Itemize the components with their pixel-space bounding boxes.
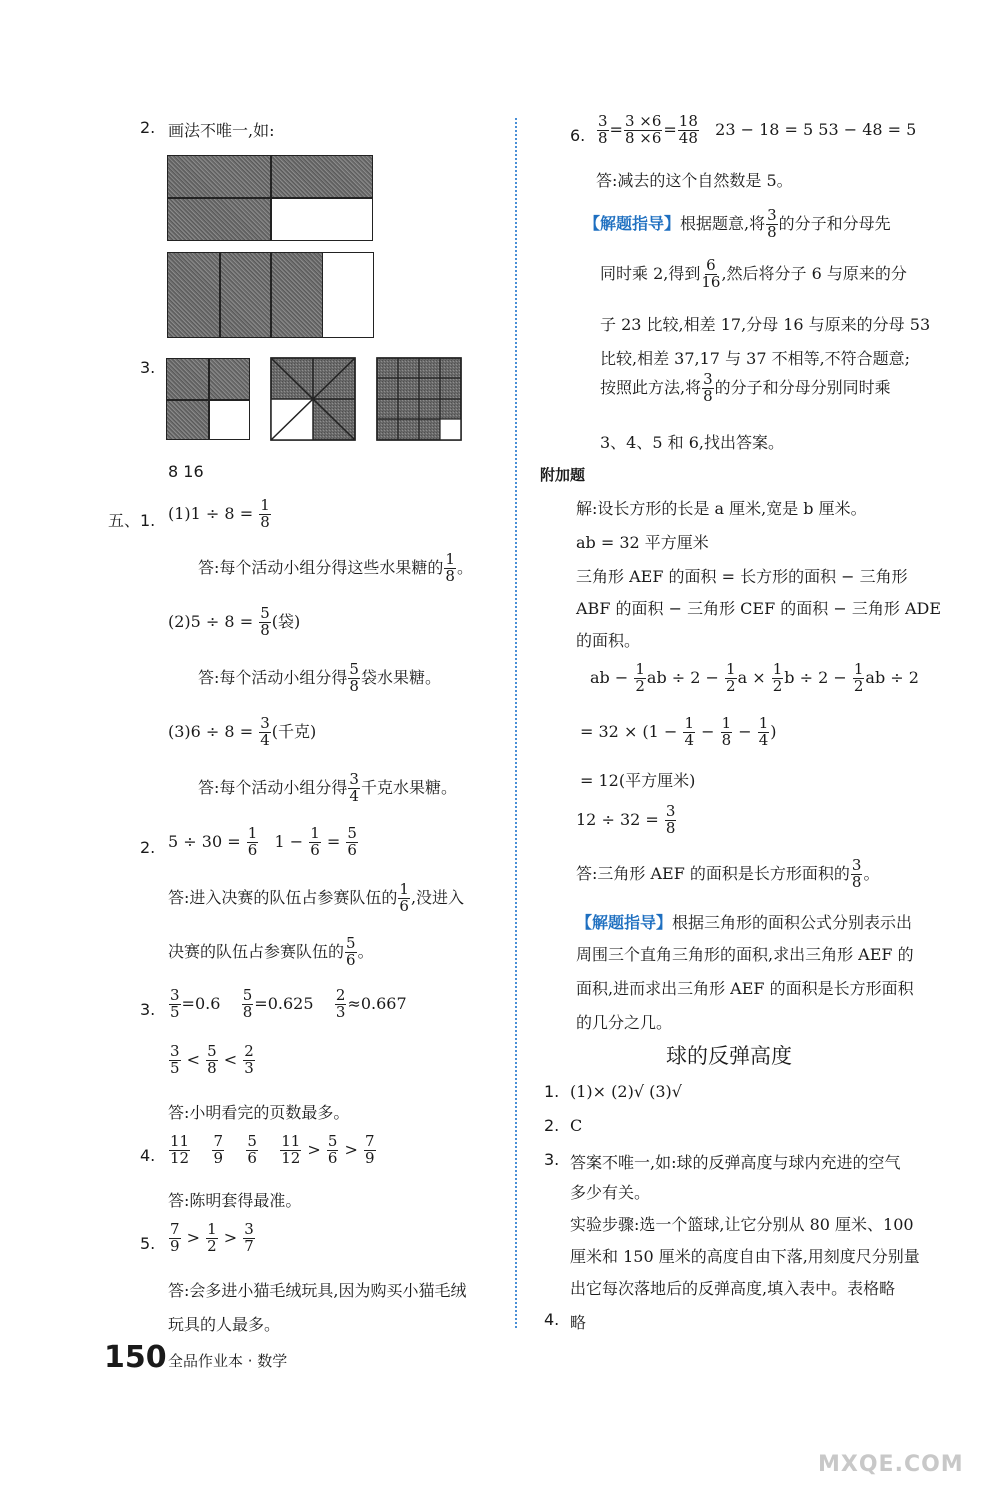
q55-expr: $\frac{7}{9}$ > $\frac{1}{2}$ > $\frac{3}{7}$	[170, 1220, 254, 1255]
q55-label: 5.	[140, 1234, 156, 1253]
extra-line-5: 的面积。	[576, 631, 641, 650]
book-title: 全品作业本 · 数学	[168, 1352, 288, 1370]
tip-2-line-4: 的几分之几。	[576, 1013, 673, 1032]
figure-square-4x4	[376, 357, 462, 441]
b3-line-4: 厘米和 150 厘米的高度自由下落,用刻度尺分别量	[570, 1247, 920, 1266]
s5-1-1-answer: 答:每个活动小组分得这些水果糖的 $\frac{1}{8}$ 。	[198, 550, 473, 585]
q2-label: 2.	[140, 118, 156, 137]
q55-answer-2: 玩具的人最多。	[168, 1315, 281, 1334]
b4-text: 略	[570, 1313, 587, 1332]
extra-title: 附加题	[540, 466, 586, 484]
q53-label: 3.	[140, 1000, 156, 1019]
q2-text: 画法不唯一,如:	[168, 121, 275, 140]
extra-result: = 12(平方厘米)	[580, 771, 696, 790]
q52-expr: 5 ÷ 30 = $\frac{1}{6}$ 1 − $\frac{1}{6}$ = $\frac{5}{6}$	[168, 824, 357, 859]
tip-2-line-2: 周围三个直角三角形的面积,求出三角形 AEF 的	[576, 945, 914, 964]
extra-line-2: ab = 32 平方厘米	[576, 533, 709, 552]
extra-answer: 答:三角形 AEF 的面积是长方形面积的 $\frac{3}{8}$ 。	[576, 856, 880, 891]
q53-answer: 答:小明看完的页数最多。	[168, 1103, 350, 1122]
extra-line-4: ABF 的面积 − 三角形 CEF 的面积 − 三角形 ADE	[576, 599, 942, 618]
extra-line-3: 三角形 AEF 的面积 = 长方形的面积 − 三角形	[576, 567, 908, 586]
section-title: 球的反弹高度	[666, 1044, 792, 1068]
tip-1-line-5: 按照此方法,将 $\frac{3}{8}$ 的分子和分母分别同时乘	[600, 370, 891, 405]
extra-ratio: 12 ÷ 32 = $\frac{3}{8}$	[576, 802, 676, 837]
extra-line-1: 解:设长方形的长是 a 厘米,宽是 b 厘米。	[576, 499, 867, 518]
tip-2-line-1: 【解题指导】根据三角形的面积公式分别表示出	[576, 913, 913, 932]
q54-expr: $\frac{11}{12}$ $\frac{7}{9}$ $\frac{5}{6}$ $\frac{11}{12}$ > $\frac{5}{6}$ > $\frac{7}{9}$	[170, 1132, 375, 1167]
s5-label: 五、1.	[108, 511, 156, 530]
q6-expr: $\frac{3}{8}$ = $\frac{3 \times 6}{8 \times 6}$ = $\frac{18}{48}$ 23 − 18 = 5 53 − 48 = 5	[598, 112, 917, 147]
q54-label: 4.	[140, 1146, 156, 1165]
extra-formula-1: ab − $\frac{1}{2}$ ab ÷ 2 − $\frac{1}{2}$ a × $\frac{1}{2}$ b ÷ 2 − $\frac{1}{2}$ ab ÷ 2	[590, 660, 919, 695]
watermark: MXQE.COM	[818, 1452, 964, 1477]
s5-1-3-answer: 答:每个活动小组分得 $\frac{3}{4}$ 千克水果糖。	[198, 770, 457, 805]
tip-2-line-3: 面积,进而求出三角形 AEF 的面积是长方形面积	[576, 979, 914, 998]
tip-1-line-1: 【解题指导】根据题意,将 $\frac{3}{8}$ 的分子和分母先	[584, 206, 891, 241]
q3-numbers: 8 16	[168, 462, 204, 481]
b3-line-1: 答案不唯一,如:球的反弹高度与球内充进的空气	[570, 1153, 901, 1172]
b4-label: 4.	[544, 1310, 560, 1329]
s5-1-3-expr: (3)6 ÷ 8 = $\frac{3}{4}$ (千克)	[168, 714, 317, 749]
s5-1-1-expr: (1)1 ÷ 8 = $\frac{1}{8}$	[168, 496, 270, 531]
q52-answer-2: 决赛的队伍占参赛队伍的 $\frac{5}{6}$ 。	[168, 934, 374, 969]
tip-1-line-3: 子 23 比较,相差 17,分母 16 与原来的分母 53	[600, 315, 931, 334]
q52-label: 2.	[140, 838, 156, 857]
b1-label: 1.	[544, 1082, 560, 1101]
b2-label: 2.	[544, 1116, 560, 1135]
q3-label: 3.	[140, 358, 156, 377]
q52-answer-1: 答:进入决赛的队伍占参赛队伍的 $\frac{1}{6}$ ,没进入	[168, 880, 465, 915]
q55-answer-1: 答:会多进小猫毛绒玩具,因为购买小猫毛绒	[168, 1281, 467, 1300]
b3-line-5: 出它每次落地后的反弹高度,填入表中。表格略	[570, 1279, 896, 1298]
s5-1-2-answer: 答:每个活动小组分得 $\frac{5}{8}$ 袋水果糖。	[198, 660, 441, 695]
column-divider	[515, 118, 517, 1328]
tip-1-line-4: 比较,相差 37,17 与 37 不相等,不符合题意;	[600, 349, 911, 368]
figure-square-triangles	[270, 357, 356, 441]
q53-compare: $\frac{3}{5}$ < $\frac{5}{8}$ < $\frac{2}{3}$	[170, 1042, 254, 1077]
q6-label: 6.	[570, 126, 586, 145]
tip-1-line-2: 同时乘 2,得到 $\frac{6}{16}$ ,然后将分子 6 与原来的分	[600, 256, 907, 291]
b2-text: C	[570, 1116, 583, 1135]
q54-answer: 答:陈明套得最准。	[168, 1191, 302, 1210]
extra-formula-2: = 32 × (1 − $\frac{1}{4}$ − $\frac{1}{8}$ − $\frac{1}{4}$ )	[580, 714, 777, 749]
page-number: 150	[104, 1340, 167, 1375]
b3-line-3: 实验步骤:选一个篮球,让它分别从 80 厘米、100	[570, 1215, 914, 1234]
q53-values: $\frac{3}{5}$ =0.6 $\frac{5}{8}$ =0.625 $\frac{2}{3}$ ≈0.667	[170, 986, 407, 1021]
q6-answer: 答:减去的这个自然数是 5。	[596, 171, 793, 190]
s5-1-2-expr: (2)5 ÷ 8 = $\frac{5}{8}$ (袋)	[168, 604, 301, 639]
tip-1-line-6: 3、4、5 和 6,找出答案。	[600, 433, 784, 452]
b1-text: (1)× (2)√ (3)√	[570, 1082, 682, 1101]
b3-label: 3.	[544, 1150, 560, 1169]
b3-line-2: 多少有关。	[570, 1183, 651, 1202]
